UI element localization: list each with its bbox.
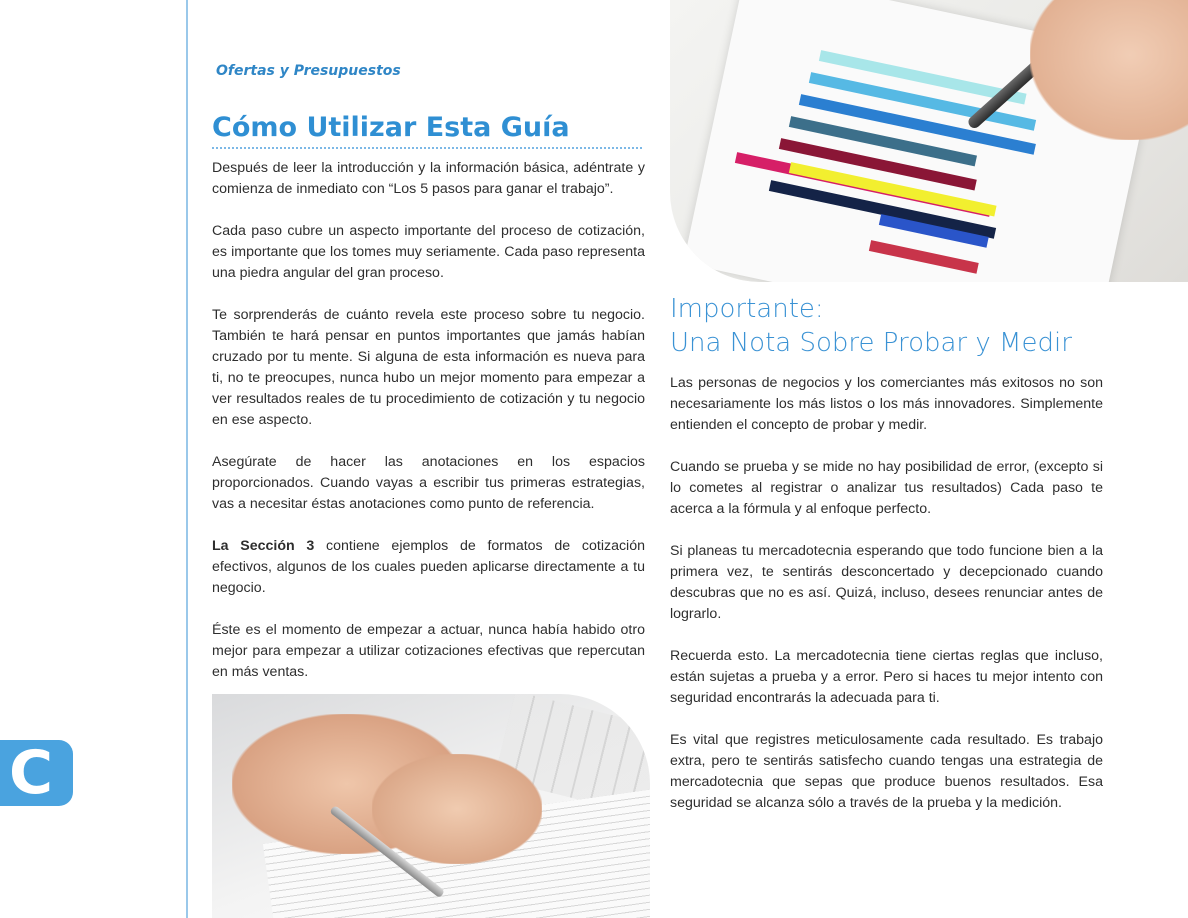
section-reference: La Sección 3	[212, 538, 315, 554]
running-head: Ofertas y Presupuestos	[216, 63, 401, 79]
margin-rule	[186, 0, 188, 918]
hand-image	[1030, 0, 1188, 140]
paragraph: Las personas de negocios y los comerciantes más exitosos no son necesariamente los más listos o los más innovadores. Simplemente entienden el concepto de probar y medir.	[670, 375, 1103, 433]
paragraph: Después de leer la introducción y la información básica, adéntrate y comienza de inmediato con “Los 5 pasos para ganar el trabajo”.	[212, 160, 645, 197]
paragraph: Asegúrate de hacer las anotaciones en los espacios proporcionados. Cuando vayas a escribir tus primeras estrategias, vas a necesitar éstas anotaciones como punto de referencia.	[212, 454, 645, 512]
page-title: Cómo Utilizar Esta Guía	[212, 112, 642, 149]
paragraph: Te sorprenderás de cuánto revela este proceso sobre tu negocio. También te hará pensar en puntos importantes que jamás habían cruzado por tu mente. Si alguna de esta información es nueva para ti, no te preocupes, nunca hubo un mejor momento para empezar a ver resultados reales de tu procedimiento de cotización y tu negocio en ese aspecto.	[212, 307, 645, 428]
left-column	[212, 158, 645, 704]
writing-photo	[212, 694, 650, 918]
right-column	[670, 373, 1103, 835]
paragraph: Cuando se prueba y se mide no hay posibilidad de error, (excepto si lo cometes al registrar o analizar tus resultados) Cada paso te acerca a la fórmula y al enfoque perfecto.	[670, 459, 1103, 517]
paragraph: La Sección 3 contiene ejemplos de formatos de cotización efectivos, algunos de los cuales pueden aplicarse directamente a tu negocio.	[212, 538, 645, 596]
chapter-tab: C	[0, 740, 73, 806]
paragraph: Es vital que registres meticulosamente cada resultado. Es trabajo extra, pero te sentirás satisfecho cuando tengas una estrategia de mercadotecnia que sepas que produce buenos resultados. Esa seguridad se alcanza sólo a través de la prueba y la medición.	[670, 732, 1103, 811]
important-title: Importante: Una Nota Sobre Probar y Medir	[670, 294, 1072, 358]
paragraph: Cada paso cubre un aspecto importante del proceso de cotización, es importante que los tomes muy seriamente. Cada paso representa una piedra angular del gran proceso.	[212, 223, 645, 281]
bar-chart-photo	[670, 0, 1188, 282]
paragraph: Si planeas tu mercadotecnia esperando que todo funcione bien a la primera vez, te sentirás desconcertado y decepcionado cuando descubras que no es así. Quizá, incluso, desees renunciar antes de lograrlo.	[670, 543, 1103, 622]
paragraph: Recuerda esto. La mercadotecnia tiene ciertas reglas que incluso, están sujetas a prueba y a error. Pero si haces tu mejor intento con seguridad encontrarás la adecuada para ti.	[670, 648, 1103, 706]
hand-image	[372, 754, 542, 864]
paragraph: Éste es el momento de empezar a actuar, nunca había habido otro mejor para empezar a utilizar cotizaciones efectivas que repercutan en más ventas.	[212, 622, 645, 680]
